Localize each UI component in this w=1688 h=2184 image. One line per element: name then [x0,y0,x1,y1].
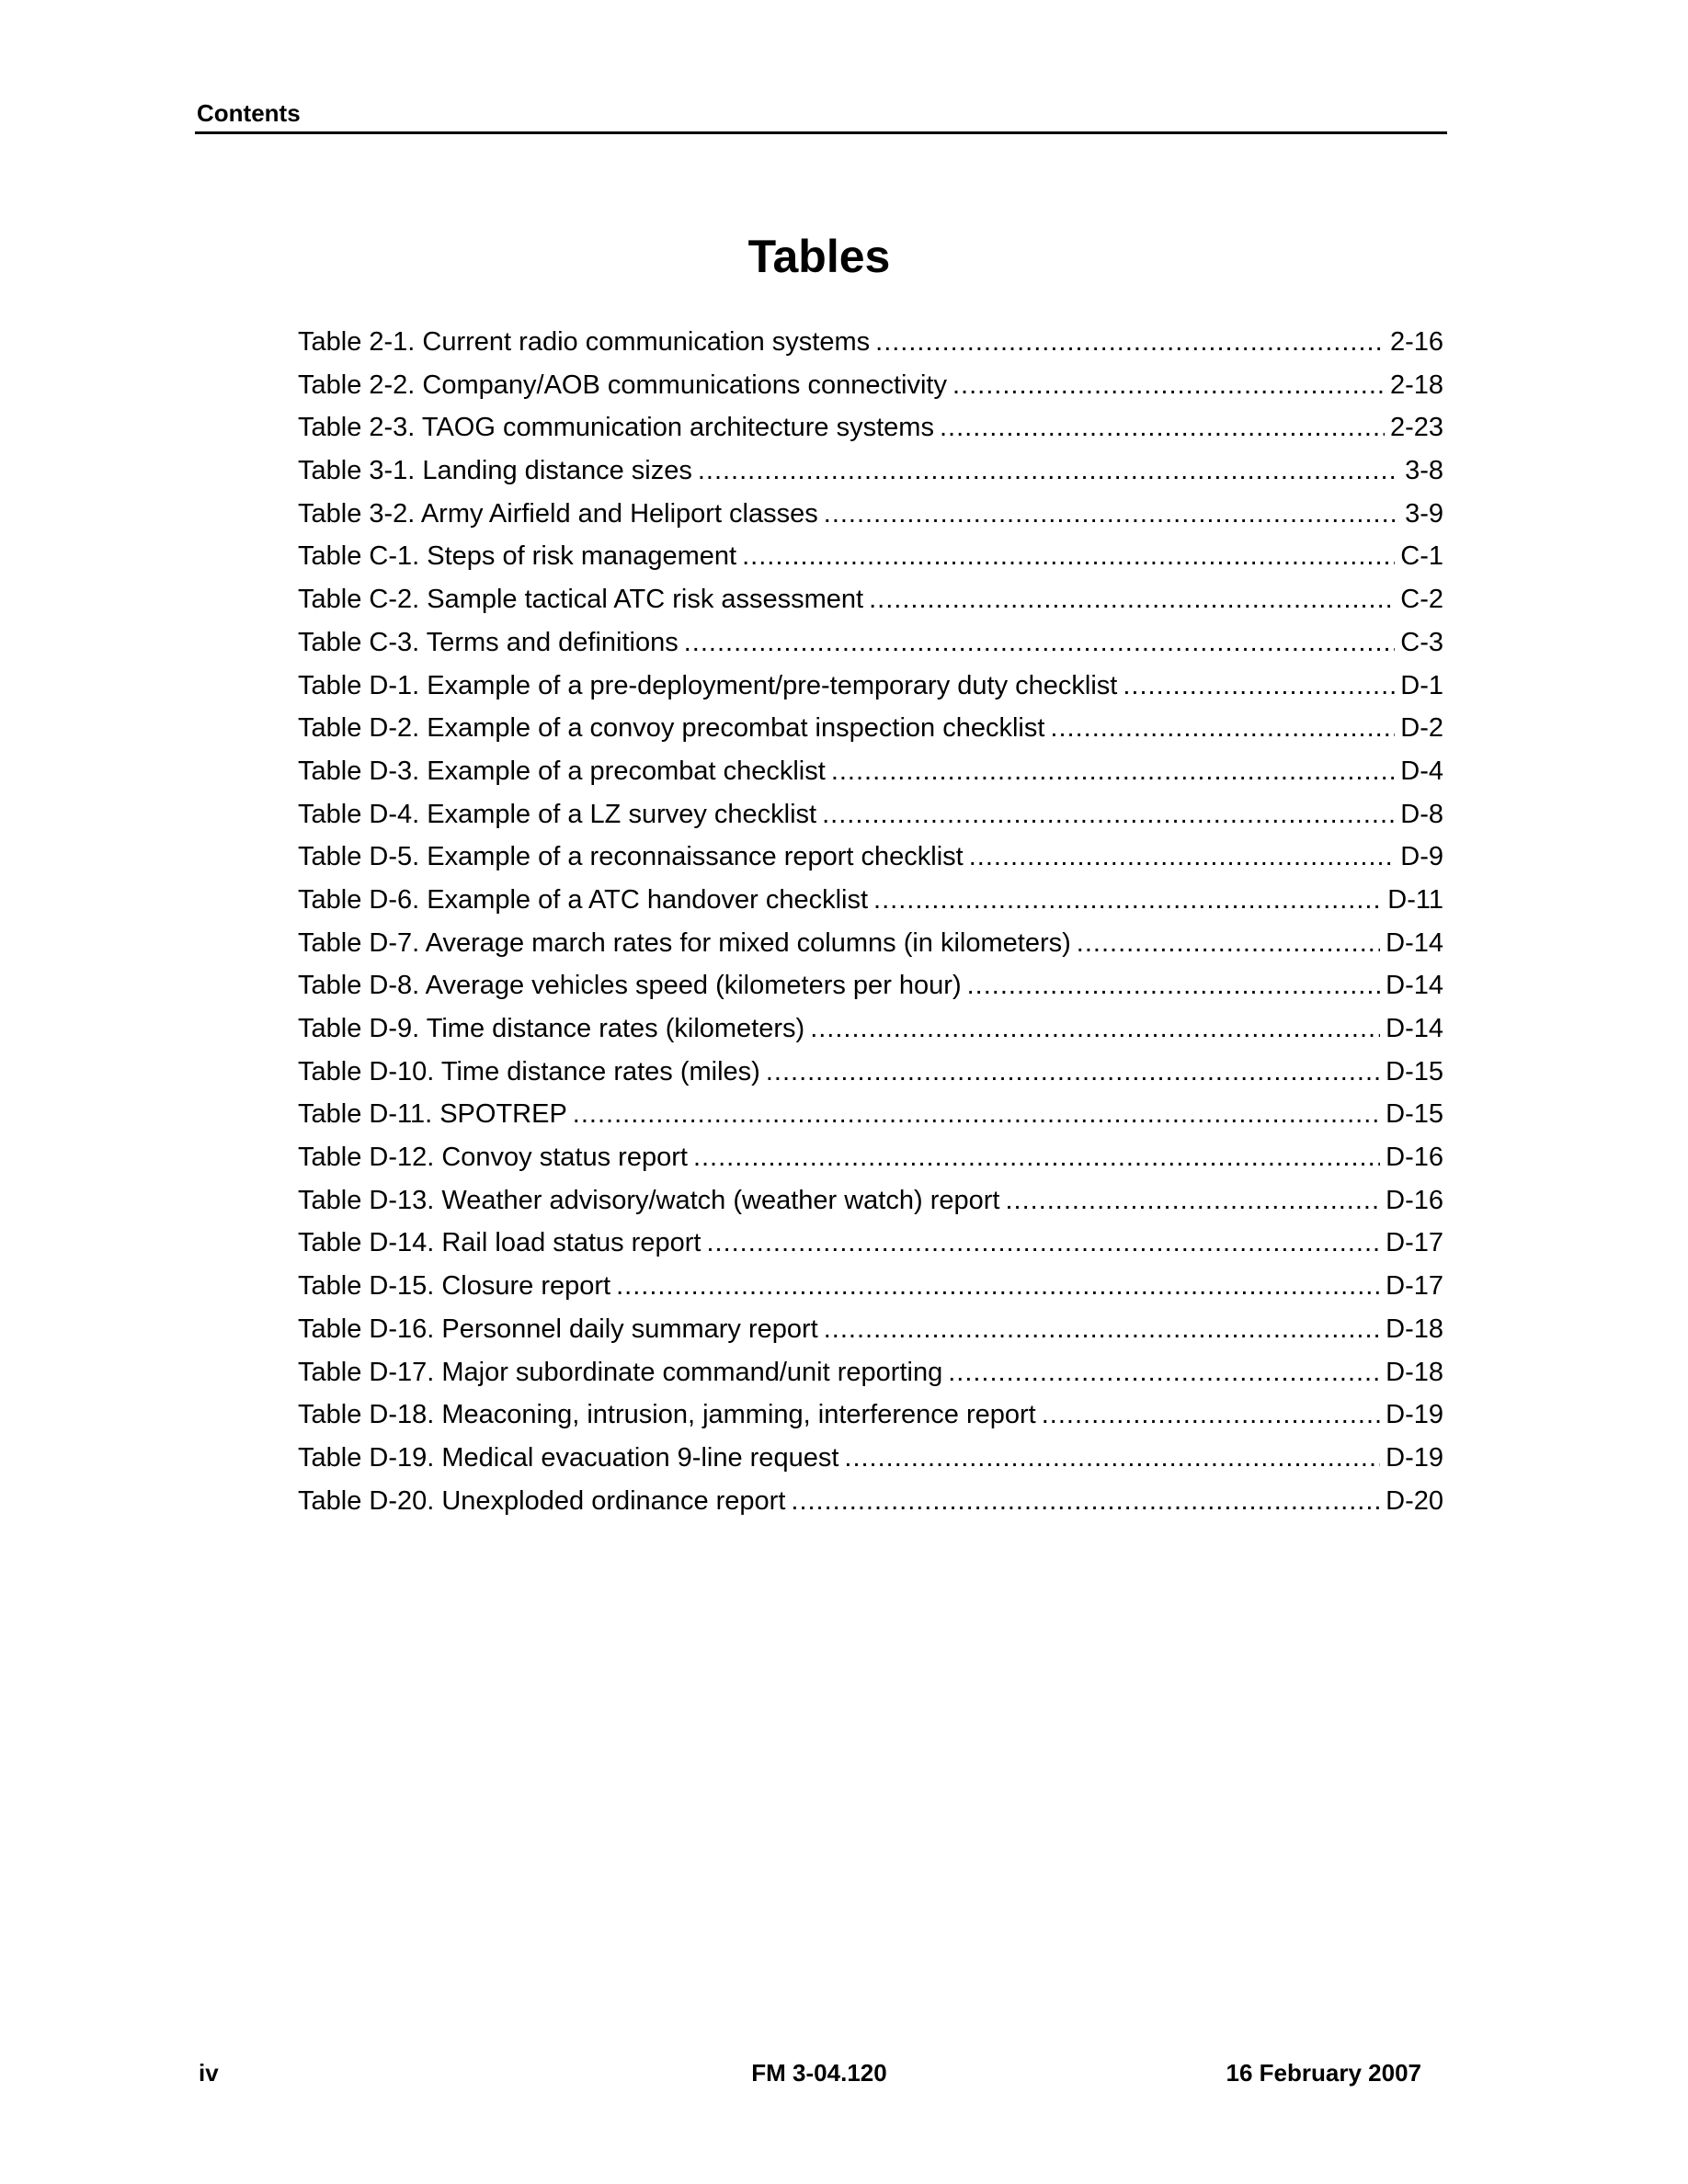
dot-leader [1042,1393,1380,1437]
toc-entry[interactable] [298,1308,1443,1351]
toc-entry[interactable] [298,1222,1443,1265]
toc-entry-page: D-15 [1386,1099,1443,1130]
dot-leader [869,578,1395,621]
dot-leader [940,406,1385,449]
toc-entry-title: Table D-18. Meaconing, intrusion, jamming, interference report [298,1400,1036,1430]
toc-entry-page: D-19 [1386,1442,1443,1473]
toc-entry[interactable] [298,964,1443,1007]
toc-entry[interactable] [298,922,1443,965]
dot-leader [684,621,1396,665]
toc-entry-title: Table 3-1. Landing distance sizes [298,456,692,486]
dot-leader [1123,665,1395,708]
toc-entry[interactable] [298,493,1443,536]
toc-entry-page: D-17 [1386,1228,1443,1258]
toc-entry-page: D-16 [1386,1143,1443,1173]
toc-entry-page: D-18 [1386,1357,1443,1387]
toc-entry-page: C-2 [1400,585,1443,615]
toc-entry-title: Table D-13. Weather advisory/watch (weather watch) report [298,1185,1000,1215]
toc-entry-title: Table D-11. SPOTREP [298,1099,567,1130]
toc-entry-page: 3-8 [1405,456,1443,486]
toc-entry-title: Table 2-3. TAOG communication architecture systems [298,413,934,443]
toc-entry-page: D-18 [1386,1314,1443,1344]
dot-leader [1005,1179,1380,1223]
toc-entry-title: Table D-3. Example of a precombat checklist [298,756,826,786]
dot-leader [698,449,1399,493]
toc-entry-title: Table D-4. Example of a LZ survey checklist [298,799,817,829]
toc-entry[interactable] [298,793,1443,836]
toc-entry[interactable] [298,1051,1443,1094]
toc-entry-title: Table D-7. Average march rates for mixed columns (in kilometers) [298,927,1071,958]
toc-entry-page: D-1 [1400,670,1443,700]
toc-entry-title: Table D-20. Unexploded ordinance report [298,1485,786,1516]
toc-entry-title: Table D-15. Closure report [298,1271,611,1302]
dot-leader [952,364,1385,407]
toc-entry-title: Table D-10. Time distance rates (miles) [298,1056,760,1086]
toc-entry-page: D-4 [1400,756,1443,786]
dot-leader [831,750,1395,793]
toc-entry[interactable] [298,665,1443,708]
dot-leader [1050,707,1395,750]
toc-entry-page: C-3 [1400,627,1443,657]
toc-entry-title: Table D-14. Rail load status report [298,1228,701,1258]
toc-entry-page: D-19 [1386,1400,1443,1430]
toc-entry[interactable] [298,449,1443,493]
footer-page-number: iv [199,2059,219,2087]
dot-leader [1077,922,1380,965]
toc-entry[interactable] [298,1480,1443,1523]
toc-entry-page: D-14 [1386,971,1443,1001]
toc-entry-title: Table C-1. Steps of risk management [298,541,737,572]
toc-entry[interactable] [298,535,1443,578]
toc-entry-page: D-14 [1386,927,1443,958]
footer-date: 16 February 2007 [1226,2059,1421,2087]
dot-leader [969,836,1396,879]
dot-leader [822,793,1395,836]
dot-leader [810,1007,1380,1051]
toc-entry-page: D-9 [1400,842,1443,872]
toc-entry-page: 3-9 [1405,498,1443,529]
dot-leader [875,321,1385,364]
toc-entry-title: Table D-8. Average vehicles speed (kilometers per hour) [298,971,962,1001]
toc-entry-title: Table 2-1. Current radio communication systems [298,327,871,357]
toc-entry-title: Table D-1. Example of a pre-deployment/pre-temporary duty checklist [298,670,1118,700]
toc-entry-page: D-2 [1400,713,1443,744]
dot-leader [844,1437,1380,1480]
toc-entry[interactable] [298,836,1443,879]
toc-entry[interactable] [298,1393,1443,1437]
toc-entry[interactable] [298,1437,1443,1480]
toc-entry-page: D-17 [1386,1271,1443,1302]
toc-entry[interactable] [298,1179,1443,1223]
toc-entry-page: C-1 [1400,541,1443,572]
toc-entry-title: Table D-5. Example of a reconnaissance report checklist [298,842,964,872]
toc-entry[interactable] [298,364,1443,407]
footer-publication: FM 3-04.120 [751,2059,887,2087]
toc-entry-page: 2-23 [1389,413,1443,443]
toc-entry[interactable] [298,1265,1443,1308]
dot-leader [948,1351,1380,1394]
dot-leader [706,1222,1380,1265]
dot-leader [573,1093,1380,1136]
toc-entry-page: D-15 [1386,1056,1443,1086]
toc-entry[interactable] [298,879,1443,922]
toc-entry-title: Table D-19. Medical evacuation 9-line request [298,1442,839,1473]
dot-leader [824,1308,1380,1351]
toc-entry-title: Table D-6. Example of a ATC handover checklist [298,884,869,915]
toc-entry-title: Table C-3. Terms and definitions [298,627,679,657]
toc-entry[interactable] [298,621,1443,665]
toc-entry[interactable] [298,1351,1443,1394]
dot-leader [693,1136,1380,1179]
running-head: Contents [197,99,301,127]
dot-leader [616,1265,1380,1308]
page-title: Tables [747,231,891,282]
dot-leader [873,879,1382,922]
toc-entry-title: Table D-9. Time distance rates (kilometers) [298,1014,805,1043]
dot-leader [766,1051,1380,1094]
toc-entry-title: Table D-12. Convoy status report [298,1143,688,1173]
toc-entry-title: Table C-2. Sample tactical ATC risk assessment [298,585,864,615]
toc-entry-title: Table 3-2. Army Airfield and Heliport classes [298,498,818,529]
toc-entry-title: Table D-16. Personnel daily summary report [298,1314,818,1344]
toc-entry-page: D-16 [1386,1185,1443,1215]
table-of-tables [298,321,1443,1522]
toc-entry[interactable] [298,1093,1443,1136]
toc-entry-page: D-14 [1386,1014,1443,1043]
toc-entry-title: Table D-2. Example of a convoy precombat inspection checklist [298,713,1045,744]
toc-entry-page: D-20 [1386,1485,1443,1516]
toc-entry[interactable] [298,1007,1443,1051]
dot-leader [824,493,1399,536]
dot-leader [791,1480,1380,1523]
toc-entry[interactable] [298,321,1443,364]
header-rule [195,131,1447,134]
toc-entry[interactable] [298,750,1443,793]
toc-entry-title: Table D-17. Major subordinate command/unit reporting [298,1357,943,1387]
dot-leader [967,964,1381,1007]
toc-entry-title: Table 2-2. Company/AOB communications connectivity [298,370,947,400]
toc-entry[interactable] [298,1136,1443,1179]
toc-entry[interactable] [298,406,1443,449]
toc-entry-page: D-8 [1400,799,1443,829]
toc-entry[interactable] [298,578,1443,621]
toc-entry-page: D-11 [1387,884,1443,915]
dot-leader [742,535,1395,578]
toc-entry-page: 2-16 [1389,327,1443,357]
toc-entry-page: 2-18 [1389,370,1443,400]
toc-entry[interactable] [298,707,1443,750]
